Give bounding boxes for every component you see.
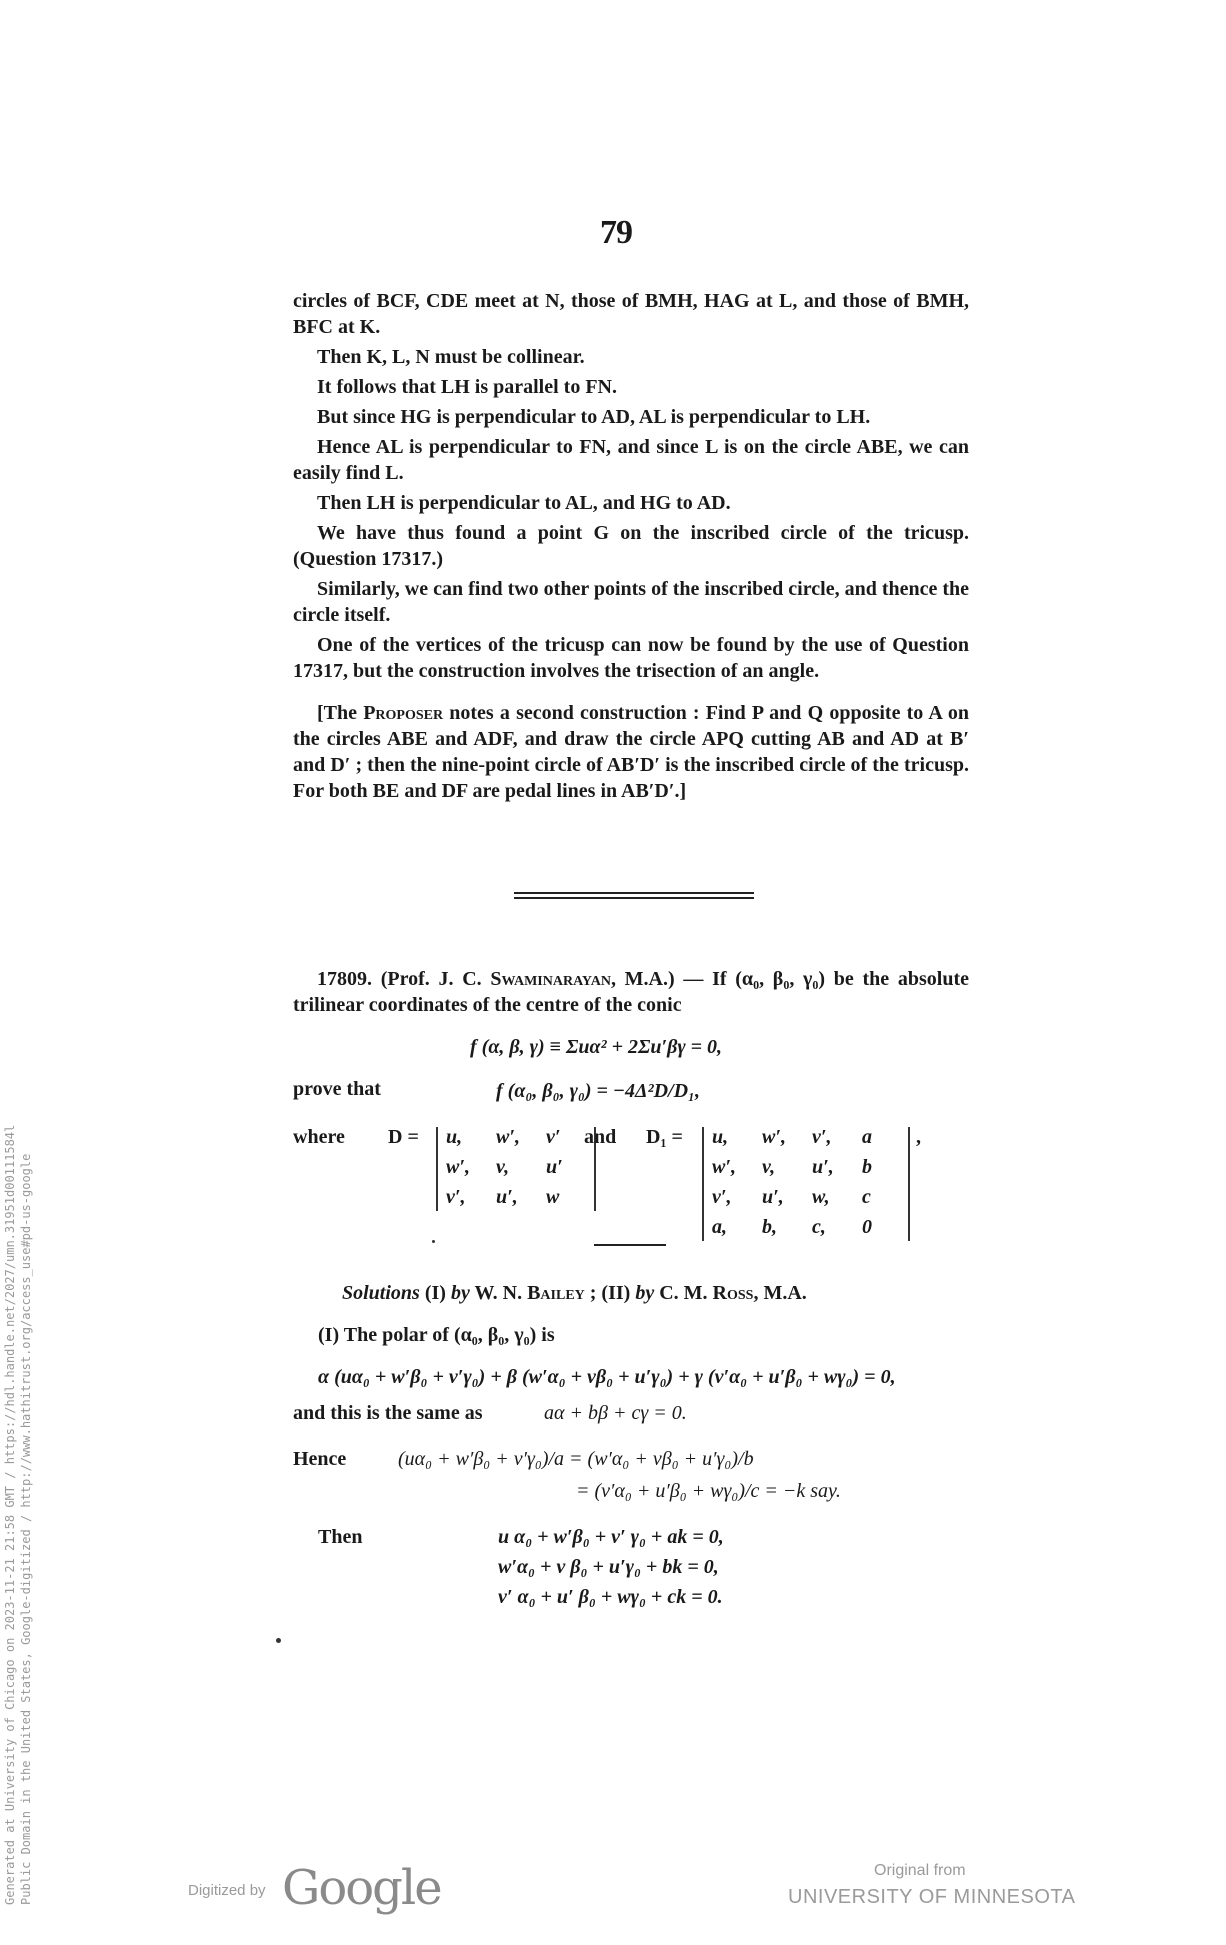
matrix-trailing-comma: , [916, 1126, 921, 1148]
question-paragraph [293, 966, 969, 1018]
solver-initials: W. N. [469, 1282, 528, 1304]
proposer-word: Proposer [363, 702, 444, 724]
top-text-block [293, 288, 969, 688]
paragraph: It follows that LH is parallel to FN. [317, 376, 617, 398]
matrix-cell: u′, [762, 1185, 784, 1208]
question-number: 17809. [317, 968, 372, 990]
matrix-cell: w, [812, 1185, 830, 1208]
paragraph: circles of BCF, CDE meet at N, those of BMH, HAG at L, and those of BMH, BFC at K. [293, 290, 969, 338]
matrix-cell: w′, [712, 1155, 736, 1178]
google-logo: Google [282, 1860, 441, 1916]
then-equation: u α₀ + w′β₀ + v′ γ₀ + ak = 0, [498, 1526, 724, 1548]
hence-line: = (v′α₀ + u′β₀ + wγ₀)/c = −k say. [576, 1480, 841, 1502]
university-label: UNIVERSITY OF MINNESOTA [788, 1886, 1076, 1908]
section-divider [514, 897, 754, 899]
determinant-bar [908, 1127, 910, 1241]
matrix-cell: a [862, 1125, 872, 1148]
note-prefix: [The [317, 702, 364, 724]
note-text: notes a second construction : Find P and Q opposite to A on the circles ABE and ADF, and draw the circle APQ cutting AB and AD at B′ and D′ ; then the nine-point circle of AB′D′ is the inscribed circle of the tricusp. For both BE and DF are pedal lines in AB′D′.] [293, 702, 970, 802]
matrix-cell: w′, [762, 1125, 786, 1148]
page-number: 79 [600, 214, 632, 251]
matrix-cell: u, [712, 1125, 729, 1148]
matrix-cell: u′ [546, 1155, 563, 1178]
conic-equation: f (α, β, γ) ≡ Σuα² + 2Σu′βγ = 0, [470, 1036, 723, 1058]
margin-line: Generated at University of Chicago on 2023-11-21 21:58 GMT / https://hdl.handle.net/2027/umn.31951d00111584l [3, 1124, 17, 1905]
matrix-cell: v, [496, 1155, 510, 1178]
margin-provenance [2, 1125, 34, 1905]
where-label: where [293, 1126, 345, 1148]
proposer-note [293, 700, 969, 808]
determinant-bar [436, 1127, 438, 1211]
hence-line: (uα₀ + w′β₀ + v′γ₀)/a = (w′α₀ + vβ₀ + u′γ₀)/b [398, 1448, 754, 1470]
matrix-cell: a, [712, 1215, 727, 1238]
matrix-cell: w [546, 1185, 560, 1208]
paragraph: One of the vertices of the tricusp can now be found by the use of Question 17317, but the construction involves the trisection of an angle. [293, 634, 969, 682]
d-label: D = [388, 1126, 419, 1148]
original-from-label: Original from [874, 1862, 966, 1879]
same-as-text: and this is the same as [293, 1402, 483, 1424]
matrix-cell: u′, [812, 1155, 834, 1178]
matrix-cell: b [862, 1155, 872, 1178]
matrix-cell: v′, [712, 1185, 732, 1208]
author-suffix: , M.A.) [610, 968, 675, 990]
margin-line: Public Domain in the United States, Google-digitized / http://www.hathitrust.org/access_use#pd-us-google [19, 1153, 33, 1905]
matrix-cell: b, [762, 1215, 777, 1238]
matrix-cell: v′, [812, 1125, 832, 1148]
paragraph: Then LH is perpendicular to AL, and HG to AD. [317, 492, 731, 514]
digitized-by-label: Digitized by [188, 1882, 266, 1899]
matrix-cell: u′, [496, 1185, 518, 1208]
solver-name: Ross [712, 1282, 754, 1304]
matrix-cell: v′, [446, 1185, 466, 1208]
by-word: by [450, 1282, 470, 1304]
proposer-paragraph [293, 700, 969, 804]
solutions-part: ; (II) [584, 1282, 636, 1304]
polar-equation: α (uα₀ + w′β₀ + v′γ₀) + β (w′α₀ + vβ₀ + u′γ₀) + γ (v′α₀ + u′β₀ + wγ₀) = 0, [318, 1366, 896, 1388]
paragraph: We have thus found a point G on the inscribed circle of the tricusp. (Question 17317.) [293, 522, 969, 570]
solutions-heading [342, 1282, 807, 1305]
ink-speck [276, 1638, 281, 1643]
by-word: by [635, 1282, 655, 1304]
author-name: Swaminarayan [490, 968, 611, 990]
solution-intro: (I) The polar of (α₀, β₀, γ₀) is [318, 1324, 555, 1346]
prove-equation: f (α₀, β₀, γ₀) = −4Δ²D/D₁, [496, 1080, 700, 1102]
author-prefix: (Prof. J. C. [372, 968, 491, 990]
solver-initials: C. M. [654, 1282, 713, 1304]
section-divider [514, 892, 754, 894]
and-label: and [584, 1126, 617, 1148]
d-matrix [446, 1122, 596, 1212]
ink-speck [432, 1240, 435, 1243]
hence-label: Hence [293, 1448, 347, 1470]
d1-matrix [712, 1122, 912, 1242]
solver-name: Bailey [527, 1282, 585, 1304]
solver-degree: , M.A. [753, 1282, 807, 1304]
prove-label: prove that [293, 1078, 381, 1100]
determinant-bar [702, 1127, 704, 1241]
paragraph: Then K, L, N must be collinear. [317, 346, 585, 368]
same-as-equation: aα + bβ + cγ = 0. [544, 1402, 687, 1424]
matrix-cell: 0 [862, 1215, 872, 1238]
matrix-cell: c [862, 1185, 871, 1208]
matrix-cell: u, [446, 1125, 463, 1148]
then-equation: w′α₀ + v β₀ + u′γ₀ + bk = 0, [498, 1556, 719, 1578]
solutions-word: Solutions [342, 1282, 420, 1304]
paragraph: But since HG is perpendicular to AD, AL is perpendicular to LH. [317, 406, 871, 428]
d1-label: D₁ = [646, 1126, 683, 1148]
question-text: — If (α₀, β₀, γ₀) be the absolute trilinear coordinates of the centre of the conic [293, 968, 969, 1016]
matrix-cell: w′, [496, 1125, 520, 1148]
matrix-cell: v, [762, 1155, 776, 1178]
matrix-cell: c, [812, 1215, 826, 1238]
question-statement [293, 966, 969, 1022]
paragraph: Similarly, we can find two other points of the inscribed circle, and thence the circle itself. [293, 578, 970, 626]
matrix-cell: w′, [446, 1155, 470, 1178]
paragraph: Hence AL is perpendicular to FN, and since L is on the circle ABE, we can easily find L. [293, 436, 969, 484]
separator-rule [594, 1244, 666, 1246]
then-equation: v′ α₀ + u′ β₀ + wγ₀ + ck = 0. [498, 1586, 723, 1608]
solutions-part: (I) [419, 1282, 451, 1304]
then-label: Then [318, 1526, 363, 1548]
matrix-cell: v′ [546, 1125, 561, 1148]
